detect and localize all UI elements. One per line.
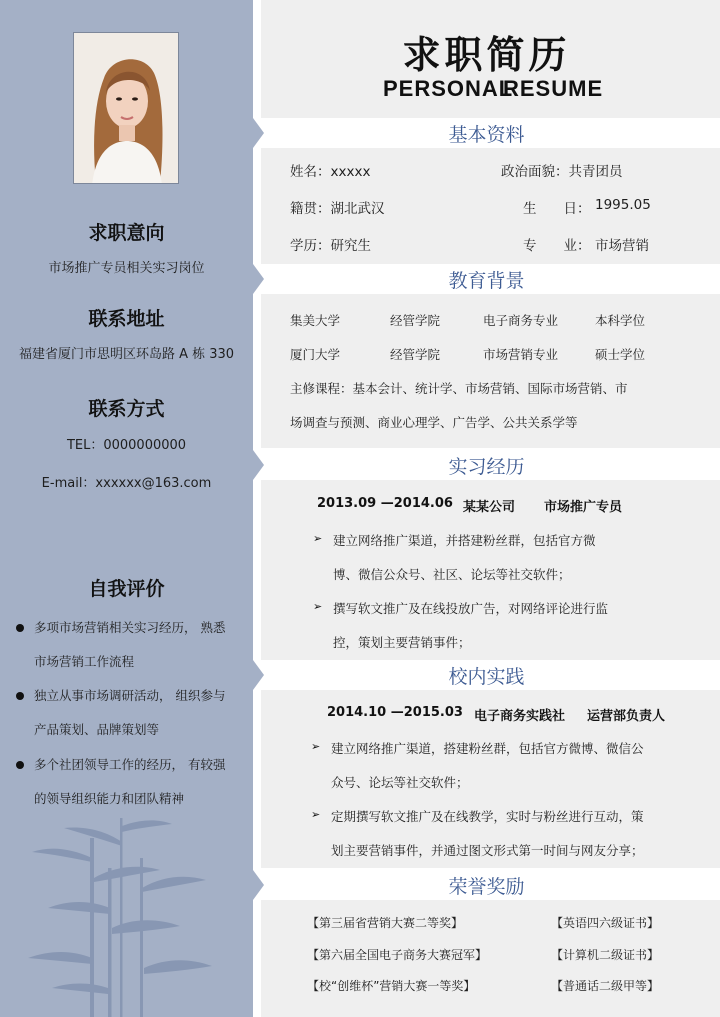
award-left: 【第六届全国电子商务大赛冠军】: [307, 948, 488, 962]
intern-company: 某某公司: [463, 500, 516, 515]
award-right: 【英语四六级证书】: [551, 916, 660, 930]
self-eval-item: 多个社团领导工作的经历， 有较强 的领导组织能力和团队精神: [16, 748, 241, 816]
contact-title: 联系方式: [88, 398, 165, 420]
page-subtitle-personal: PERSONAL: [383, 76, 514, 101]
section-internship-header: 实习经历: [253, 450, 720, 480]
edu-courses-line2: 场调查与预测、商业心理学、广告学、公共关系学等: [290, 415, 578, 430]
basic-origin: 籍贯：湖北武汉: [290, 201, 385, 217]
award-left: 【第三届省营销大赛二等奖】: [307, 916, 464, 930]
award-left: 【校“创维杯”营销大赛一等奖】: [307, 979, 476, 993]
section-awards-header: 荣誉奖励: [253, 870, 720, 900]
edu-school: 集美大学: [290, 313, 341, 328]
edu-major: 电子商务专业: [483, 313, 559, 328]
award-right: 【计算机二级证书】: [551, 948, 660, 962]
page-subtitle-resume: RESUME: [503, 76, 604, 101]
campus-role: 运营部负责人: [587, 709, 666, 724]
award-right: 【普通话二级甲等】: [551, 979, 660, 993]
section-basic-header: 基本资料: [253, 118, 720, 148]
arrow-bullet-icon: ➢: [313, 600, 323, 613]
intern-period: 2013.09 —2014.06: [317, 496, 453, 511]
main-panel: [253, 0, 720, 1017]
self-eval-item: 独立从事市场调研活动， 组织参与 产品策划、品牌策划等: [16, 679, 241, 747]
campus-item-line: 建立网络推广渠道，搭建粉丝群，包括官方微博、微信公: [331, 741, 644, 756]
bullet-dot-icon: [16, 692, 24, 700]
basic-birth-label: 生 日：: [523, 201, 591, 217]
contact-email: E-mail：xxxxxx@163.com: [41, 476, 212, 491]
bullet-dot-icon: [16, 761, 24, 769]
self-eval-item: 多项市场营销相关实习经历， 熟悉 市场营销工作流程: [16, 611, 241, 679]
campus-item-line: 众号、论坛等社交软件；: [331, 775, 469, 790]
basic-major: 市场营销: [595, 238, 649, 254]
bullet-dot-icon: [16, 624, 24, 632]
arrow-bullet-icon: ➢: [313, 532, 323, 545]
bamboo-decoration: [20, 818, 220, 1017]
campus-item-line: 定期撰写软文推广及在线教学，实时与粉丝进行互动，策: [331, 809, 644, 824]
basic-degree: 学历：研究生: [290, 238, 371, 254]
basic-birth: 1995.05: [595, 197, 651, 213]
campus-period: 2014.10 —2015.03: [327, 705, 463, 720]
job-intent-title: 求职意向: [88, 222, 165, 244]
campus-item-line: 划主要营销事件，并通过图文形式第一时间与网友分享；: [331, 843, 644, 858]
sidebar: [0, 0, 253, 1017]
edu-courses-line1: 主修课程：基本会计、统计学、市场营销、国际市场营销、市: [290, 381, 628, 396]
basic-name: 姓名：xxxxx: [290, 164, 371, 180]
edu-school: 厦门大学: [290, 347, 341, 362]
edu-degree: 本科学位: [595, 313, 646, 328]
intern-item-line: 博、微信公众号、社区、论坛等社交软件；: [333, 567, 571, 582]
self-eval-title: 自我评价: [88, 578, 165, 600]
edu-college: 经管学院: [390, 313, 441, 328]
section-education-header: 教育背景: [253, 264, 720, 294]
arrow-bullet-icon: ➢: [311, 740, 321, 753]
address-text: 福建省厦门市思明区环岛路 A 栋 330: [18, 347, 235, 362]
arrow-bullet-icon: ➢: [311, 808, 321, 821]
intern-role: 市场推广专员: [544, 500, 623, 515]
job-intent-text: 市场推广专员相关实习岗位: [48, 261, 205, 276]
edu-degree: 硕士学位: [595, 347, 646, 362]
edu-college: 经管学院: [390, 347, 441, 362]
intern-item-line: 撰写软文推广及在线投放广告，对网络评论进行监: [333, 601, 609, 616]
intern-item-line: 控，策划主要营销事件；: [333, 635, 471, 650]
contact-tel: TEL：0000000000: [66, 438, 187, 453]
edu-major: 市场营销专业: [483, 347, 559, 362]
page-title: 求职简历: [402, 32, 571, 77]
section-campus-header: 校内实践: [253, 660, 720, 690]
profile-photo: [73, 32, 179, 184]
basic-major-label: 专 业：: [523, 238, 591, 254]
campus-org: 电子商务实践社: [474, 709, 566, 724]
intern-item-line: 建立网络推广渠道，并搭建粉丝群，包括官方微: [333, 533, 596, 548]
address-title: 联系地址: [88, 308, 165, 330]
basic-politics: 政治面貌：共青团员: [501, 164, 623, 180]
